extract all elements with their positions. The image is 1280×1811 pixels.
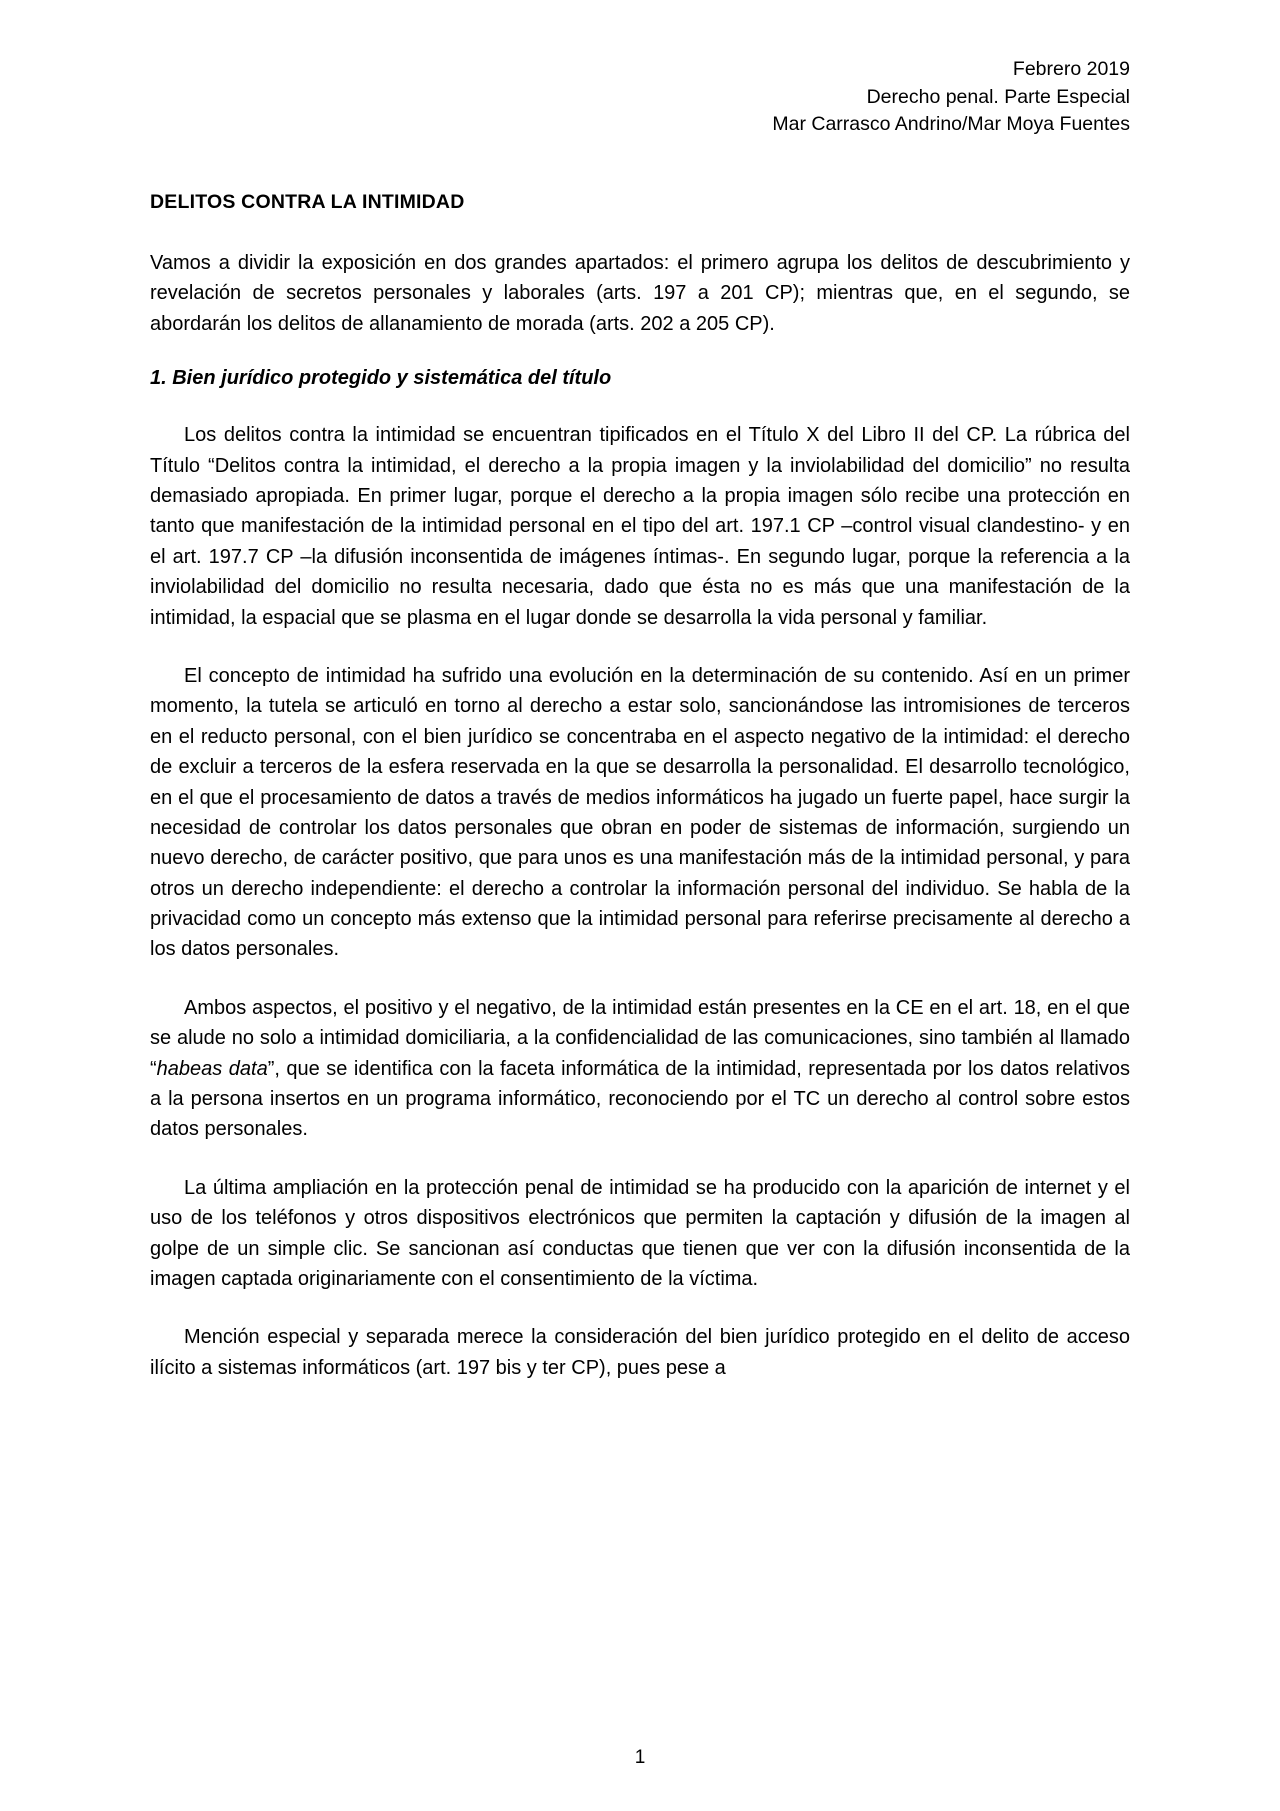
habeas-data-emphasis: habeas data xyxy=(156,1057,268,1080)
body-paragraph-5: Mención especial y separada merece la consideración del bien jurídico protegido en el delito de acceso ilícito a sistemas informáticos (art. 197 bis y ter CP), pues pese a xyxy=(150,1326,1130,1379)
document-header xyxy=(150,56,1130,139)
page-number: 1 xyxy=(634,1747,646,1768)
paragraph-3-text-start: Ambos aspectos, el positivo y el negativo, de la intimidad están presentes en la CE en el art. 18, en el que se alude no solo a intimidad domiciliaria, a la confidencialidad de las comunicaciones, sino también al llamado “ xyxy=(150,996,1130,1080)
body-paragraph-1: Los delitos contra la intimidad se encuentran tipificados en el Título X del Libro II del CP. La rúbrica del Título “Delitos contra la intimidad, el derecho a la propia imagen y la inviolabilidad del domicilio” no resulta demasiado apropiada. En primer lugar, porque el derecho a la propia imagen sólo recibe una protección en tanto que manifestación de la intimidad personal en el tipo del art. 197.1 CP –control visual clandestino- y en el art. 197.7 CP –la difusión inconsentida de imágenes íntimas-. En segundo lugar, porque la referencia a la inviolabilidad del domicilio no resulta necesaria, dado que ésta no es más que una manifestación de la intimidad, la espacial que se plasma en el lugar donde se desarrolla la vida personal y familiar. xyxy=(150,424,1130,629)
header-course: Derecho penal. Parte Especial xyxy=(866,85,1130,108)
page-title: DELITOS CONTRA LA INTIMIDAD xyxy=(150,191,465,214)
header-date: Febrero 2019 xyxy=(1012,58,1130,80)
body-paragraph-4: La última ampliación en la protección penal de intimidad se ha producido con la aparición de internet y el uso de los teléfonos y otros dispositivos electrónicos que permiten la captación y difusión de la imagen al golpe de un simple clic. Se sancionan así conductas que tienen que ver con la difusión inconsentida de la imagen captada originariamente con el consentimiento de la víctima. xyxy=(150,1176,1130,1290)
body-paragraph-2: El concepto de intimidad ha sufrido una evolución en la determinación de su contenido. Así en un primer momento, la tutela se articuló en torno al derecho a estar solo, sancionándose las intromisiones de terceros en el reducto personal, con el bien jurídico se concentraba en el aspecto negativo de la intimidad: el derecho de excluir a terceros de la esfera reservada en la que se desarrolla la personalidad. El desarrollo tecnológico, en el que el procesamiento de datos a través de medios informáticos ha jugado un fuerte papel, hace surgir la necesidad de controlar los datos personales que obran en poder de sistemas de información, surgiendo un nuevo derecho, de carácter positivo, que para unos es una manifestación más de la intimidad personal, y para otros un derecho independiente: el derecho a controlar la información personal del individuo. Se habla de la privacidad como un concepto más extenso que la intimidad personal para referirse precisamente al derecho a los datos personales. xyxy=(150,664,1130,961)
intro-paragraph: Vamos a dividir la exposición en dos grandes apartados: el primero agrupa los delitos de descubrimiento y revelación de secretos personales y laborales (arts. 197 a 201 CP); mientras que, en el segundo, se abordarán los delitos de allanamiento de morada (arts. 202 a 205 CP). xyxy=(150,252,1130,335)
section-heading-1: 1. Bien jurídico protegido y sistemática del título xyxy=(150,367,612,390)
body-paragraph-3 xyxy=(150,993,1130,1145)
paragraph-3-text-end: ”, que se identifica con la faceta informática de la intimidad, representada por los datos relativos a la persona insertos en un programa informático, reconociendo por el TC un derecho al control sobre estos datos personales. xyxy=(150,1057,1130,1141)
header-authors: Mar Carrasco Andrino/Mar Moya Fuentes xyxy=(772,113,1130,136)
